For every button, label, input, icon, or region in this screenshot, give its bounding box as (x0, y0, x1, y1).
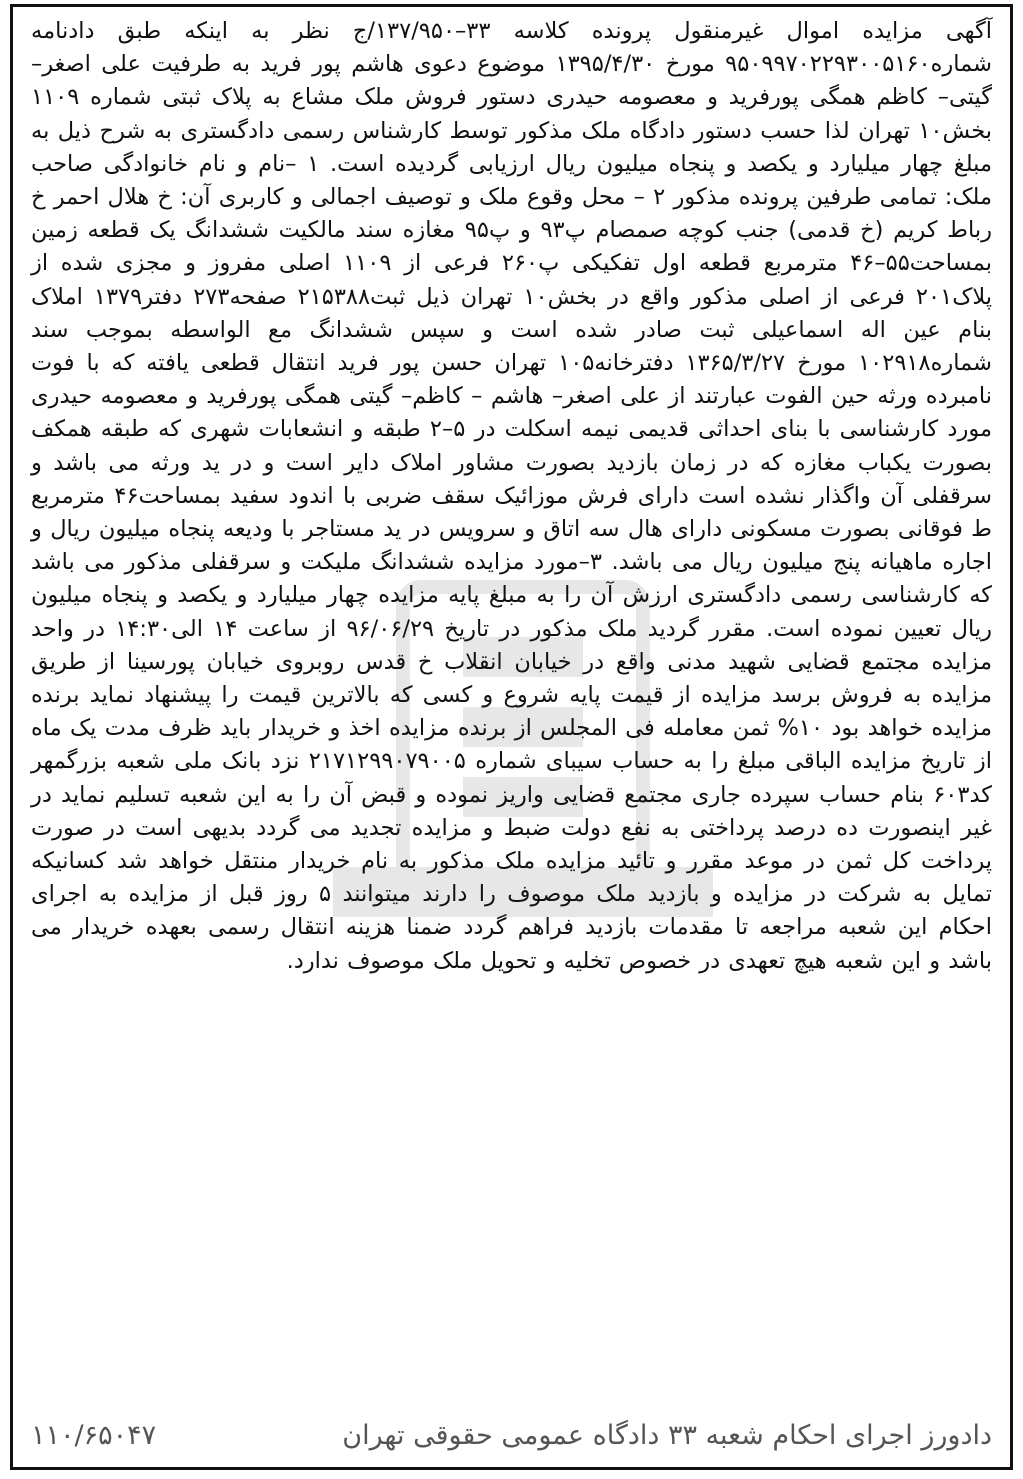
notice-code: ۱۱۰/۶۵۰۴۷ (31, 1419, 157, 1451)
notice-footer (31, 1415, 992, 1455)
notice-frame (10, 4, 1013, 1470)
issuer-signature: دادورز اجرای احکام شعبه ۳۳ دادگاه عمومی حقوقی تهران (342, 1419, 992, 1451)
notice-body-text: آگهی مزایده اموال غیرمنقول پرونده کلاسه ۳۳–۱۳۷/۹۵۰/ج نظر به اینکه طبق دادنامه شماره۹۵۰۹۹۷۰۲۲۹۳۰۰۵۱۶۰ مورخ ۱۳۹۵/۴/۳۰ موضوع دعوی هاشم پور فرید به طرفیت علی اصغر– گیتی– کاظم همگی پورفرید و معصومه حیدری دستور فروش ملک مشاع به پلاک ثبتی شماره ۱۱۰۹ بخش۱۰ تهران لذا حسب دستور دادگاه ملک مذکور توسط کارشناس رسمی دادگستری به شرح ذیل به مبلغ چهار میلیارد و یکصد و پنجاه میلیون ریال ارزیابی گردیده است. ۱ –نام و نام خانوادگی صاحب ملک: تمامی طرفین پرونده مذکور ۲ – محل وقوع ملک و توصیف اجمالی و کاربری آن: خ هلال احمر خ رباط کریم (خ قدمی) جنب کوچه صمصام پ۹۳ و پ۹۵ مغازه سند مالکیت ششدانگ یک قطعه زمین بمساحت۵۵–۴۶ مترمربع قطعه اول تفکیکی پ۲۶۰ فرعی از ۱۱۰۹ اصلی مفروز و مجزی شده از پلاک۲۰۱ فرعی از اصلی مذکور واقع در بخش۱۰ تهران ذیل ثبت۲۱۵۳۸۸ صفحه۲۷۳ دفتر۱۳۷۹ املاک بنام عین اله اسماعیلی ثبت صادر شده است و سپس ششدانگ مع الواسطه بموجب سند شماره۱۰۲۹۱۸ مورخ ۱۳۶۵/۳/۲۷ دفترخانه۱۰۵ تهران حسن پور فرید انتقال قطعی یافته که با فوت نامبرده ورثه حین الفوت عبارتند از علی اصغر– هاشم – کاظم– گیتی همگی پورفرید و معصومه حیدری مورد کارشناسی با بنای احداثی قدیمی نیمه اسکلت در ۵–۲ طبقه و انشعابات شهری که طبقه همکف بصورت یکباب مغازه که در زمان بازدید بصورت مشاور املاک دایر است و در ید ورثه می باشد و سرقفلی آن واگذار نشده است دارای فرش موزائیک سقف ضربی با اندود سفید بمساحت۴۶ مترمربع ط فوقانی بصورت مسکونی دارای هال سه اتاق و سرویس در ید مستاجر با ودیعه پنجاه میلیون ریال و اجاره ماهیانه پنج میلیون ریال می باشد. ۳–مورد مزایده ششدانگ ملیکت و سرقفلی مذکور می باشد که کارشناسی رسمی دادگستری ارزش آن را به مبلغ پایه مزایده چهار میلیارد و یکصد و پنجاه میلیون ریال تعیین نموده است. مقرر گردید ملک مذکور در تاریخ ۹۶/۰۶/۲۹ از ساعت ۱۴ الی۱۴:۳۰ در واحد مزایده مجتمع قضایی شهید مدنی واقع در خیابان انقلاب خ قدس روبروی خیابان پورسینا از طریق مزایده به فروش برسد مزایده از قیمت پایه شروع و کسی که بالاترین قیمت را پیشنهاد نماید برنده مزایده خواهد بود ۱۰% ثمن معامله فی المجلس از برنده مزایده اخذ و خریدار باید ظرف مدت یک ماه از تاریخ مزایده الباقی مبلغ را به حساب سیبای شماره ۲۱۷۱۲۹۹۰۷۹۰۰۵ نزد بانک ملی شعبه بزرگمهر کد۶۰۳ بنام حساب سپرده جاری مجتمع قضایی واریز نموده و قبض آن را به این شعبه تسلیم نماید در غیر اینصورت ده درصد پرداختی به نفع دولت ضبط و مزایده تجدید می گردد بدیهی است در صورت پرداخت کل ثمن در موعد مقرر و تائید مزایده ملک مذکور به نام خریدار منتقل خواهد شد کسانیکه تمایل به شرکت در مزایده و بازدید ملک موصوف را دارند میتوانند ۵ روز قبل از مزایده به اجرای احکام این شعبه مراجعه تا مقدمات بازدید فراهم گردد ضمنا هزینه انتقال رسمی بعهده خریدار می باشد و این شعبه هیچ تعهدی در خصوص تخلیه و تحویل ملک موصوف ندارد. (31, 18, 993, 974)
